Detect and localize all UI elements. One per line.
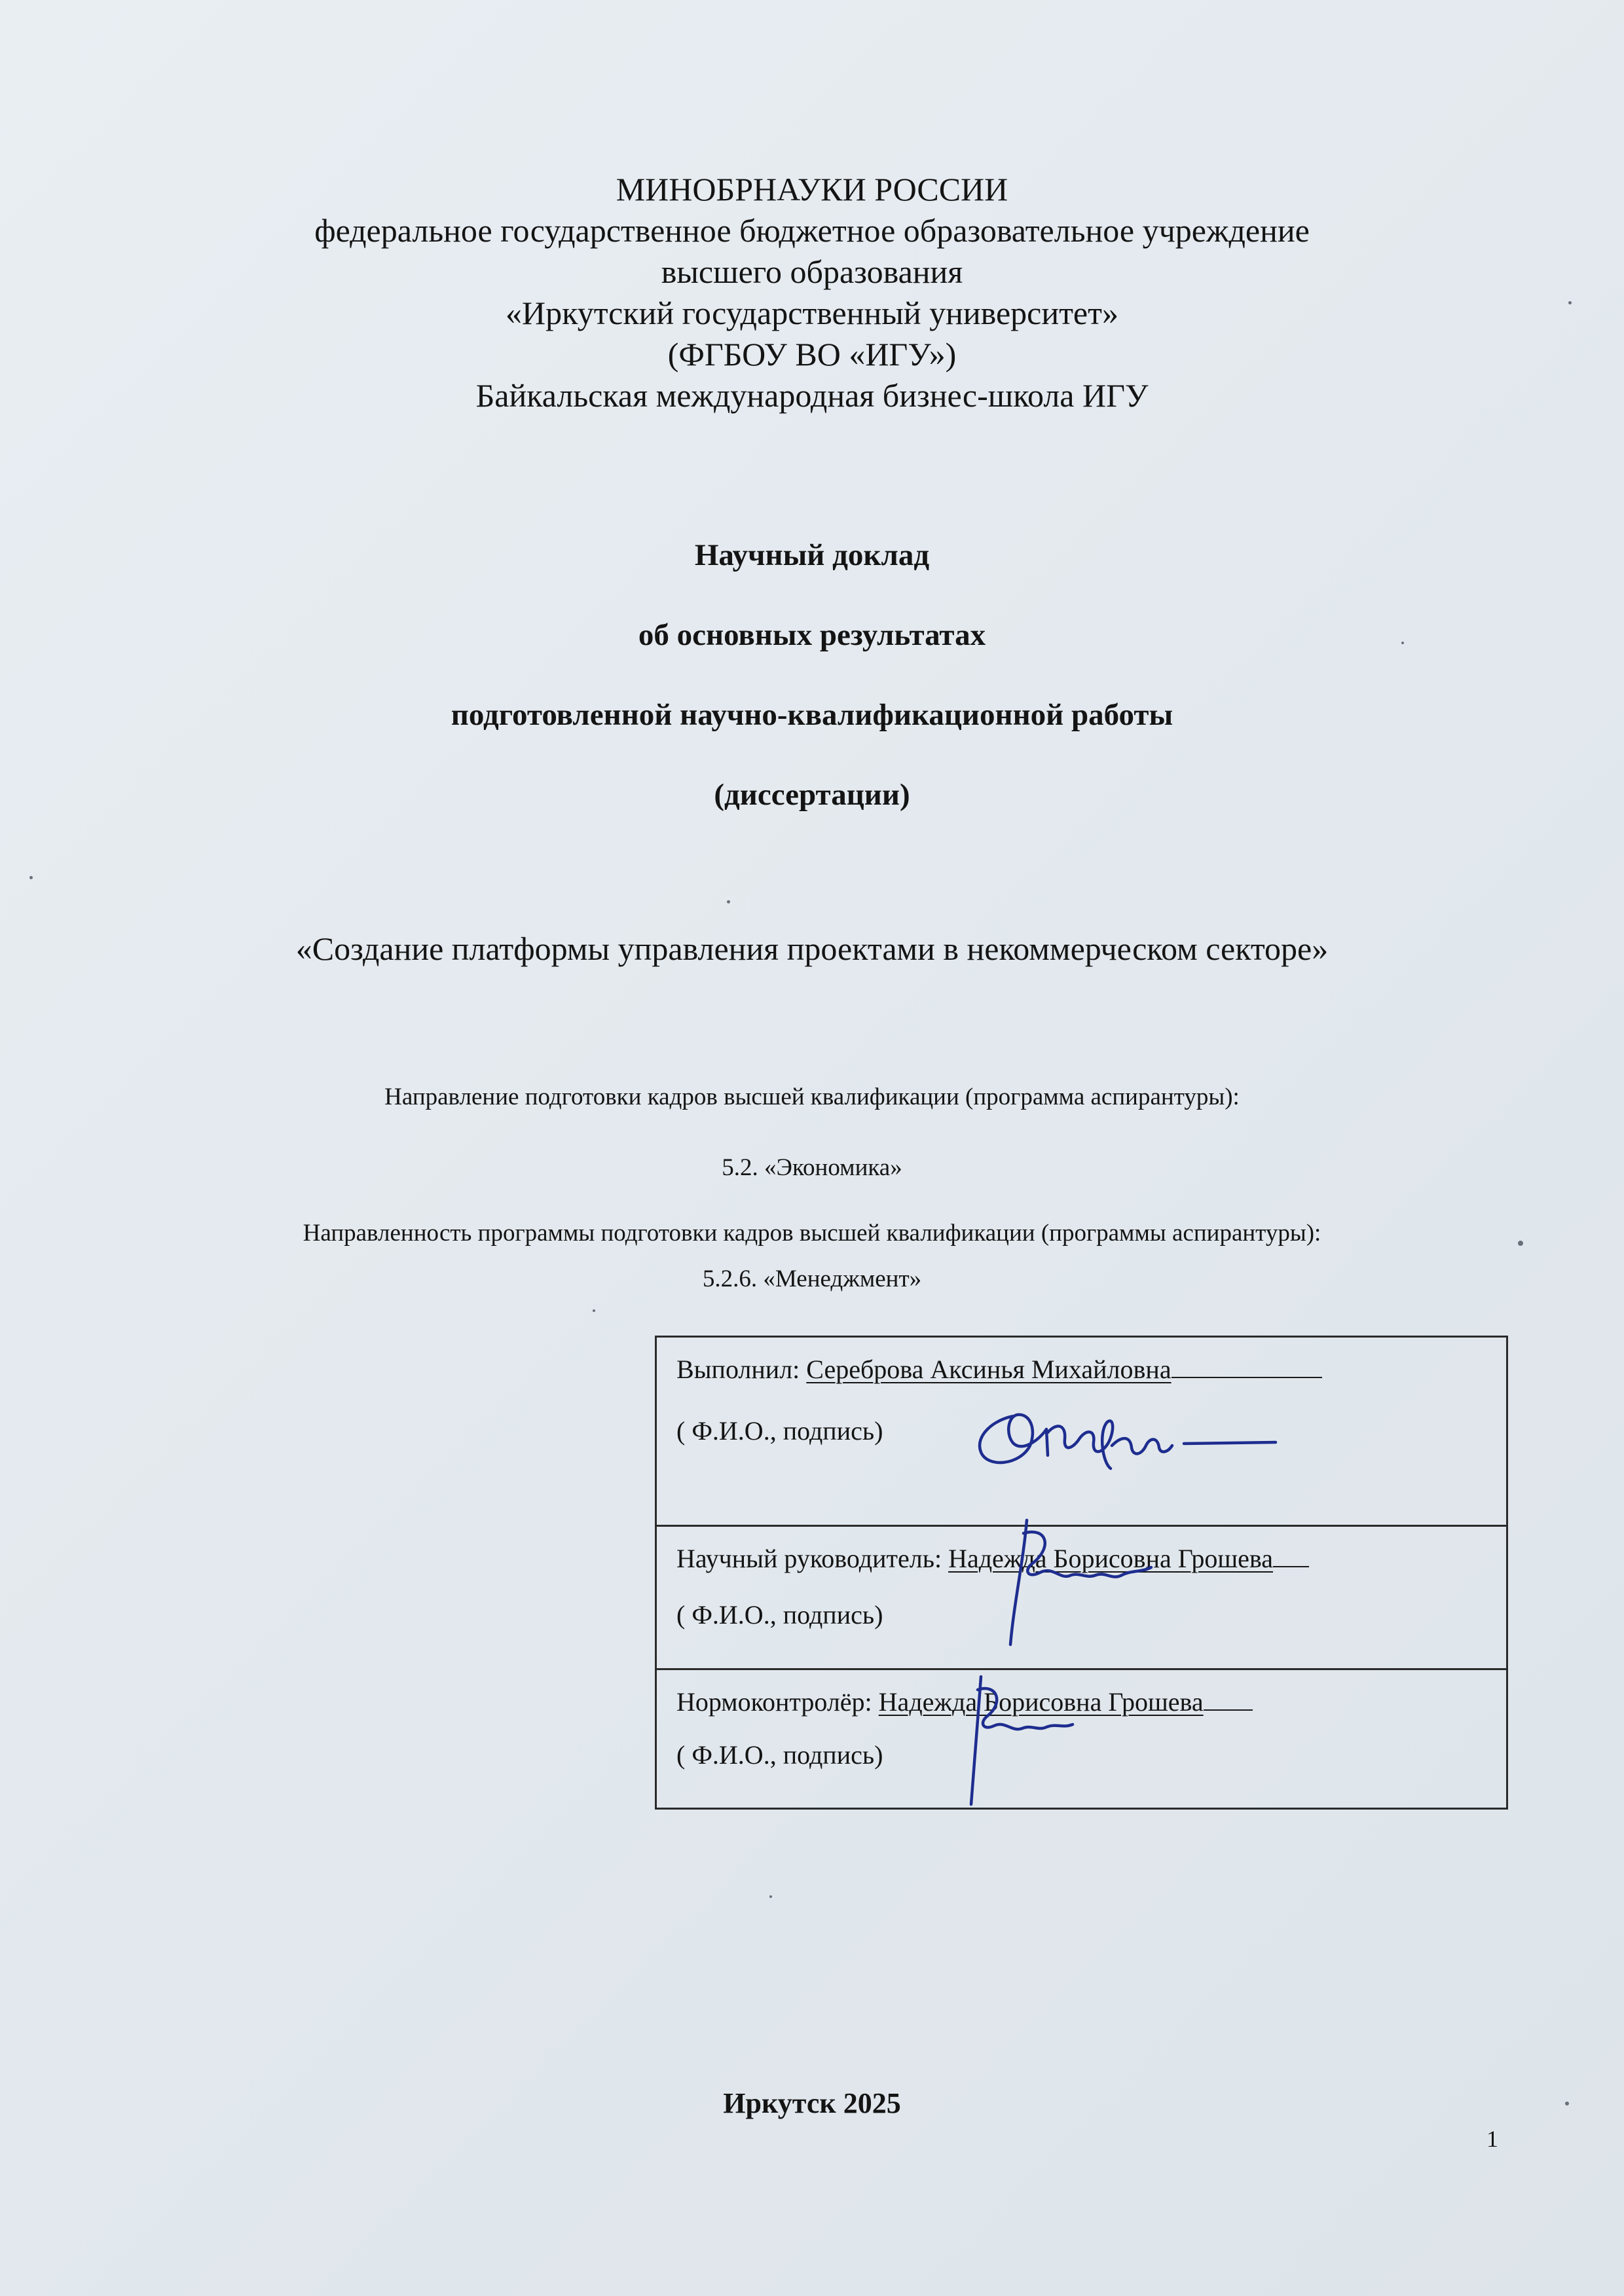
author-underline [1172, 1352, 1322, 1378]
university-abbrev-line: (ФГБОУ ВО «ИГУ») [667, 336, 957, 373]
report-title-line-4: (диссертации) [714, 778, 910, 812]
signature-table [655, 1336, 1508, 1810]
direction-value: 5.2. «Экономика» [722, 1154, 902, 1181]
education-level-line: высшего образования [661, 253, 963, 290]
report-title-line-3: подготовленной научно-квалификационной работы [451, 698, 1173, 732]
signature-row-author [657, 1338, 1506, 1525]
author-line [676, 1352, 1322, 1386]
page-number: 1 [1486, 2126, 1498, 2152]
dissertation-topic: «Создание платформы управления проектами в некоммерческом секторе» [295, 930, 1329, 967]
report-title-line-1: Научный доклад [694, 538, 930, 572]
scan-speck [1568, 301, 1572, 304]
normcontrol-caption: ( Ф.И.О., подпись) [676, 1740, 883, 1770]
supervisor-role: Научный руководитель: [676, 1544, 942, 1573]
report-title-line-2: об основных результатах [638, 618, 986, 652]
city-year: Иркутск 2025 [723, 2087, 901, 2119]
scan-speck [1518, 1241, 1523, 1246]
scan-speck [727, 900, 730, 903]
report-title [0, 536, 1624, 855]
signature-row-supervisor [657, 1525, 1506, 1668]
institution-header [0, 169, 1624, 416]
scan-speck [29, 876, 33, 879]
normcontrol-name: Надежда Борисовна Грошева [878, 1687, 1204, 1717]
normcontrol-role: Нормоконтролёр: [676, 1687, 872, 1717]
focus-label: Направленность программы подготовки кадров высшей квалификации (программы аспирантуры): [303, 1220, 1321, 1247]
scan-speck [769, 1895, 772, 1898]
scan-speck [1401, 642, 1404, 644]
institution-type-line: федеральное государственное бюджетное образовательное учреждение [314, 212, 1310, 249]
direction-label: Направление подготовки кадров высшей квалификации (программа аспирантуры): [384, 1084, 1240, 1110]
supervisor-name: Надежда Борисовна Грошева [948, 1544, 1273, 1573]
supervisor-underline [1273, 1541, 1309, 1567]
scan-speck [1565, 2102, 1569, 2105]
school-name-line: Байкальская международная бизнес-школа ИГУ [475, 377, 1149, 414]
author-name: Сереброва Аксинья Михайловна [806, 1355, 1172, 1384]
university-name-line: «Иркутский государственный университет» [506, 295, 1118, 331]
normcontrol-signature [945, 1660, 1115, 1814]
author-role: Выполнил: [676, 1355, 800, 1384]
ministry-line: МИНОБРНАУКИ РОССИИ [616, 171, 1008, 208]
supervisor-caption: ( Ф.И.О., подпись) [676, 1600, 883, 1630]
supervisor-signature [987, 1507, 1184, 1654]
normcontrol-underline [1204, 1685, 1253, 1711]
signature-row-normcontrol [657, 1668, 1506, 1808]
author-signature [968, 1383, 1282, 1491]
scan-speck [593, 1309, 595, 1312]
focus-value: 5.2.6. «Менеджмент» [702, 1266, 922, 1292]
author-caption: ( Ф.И.О., подпись) [676, 1416, 883, 1446]
